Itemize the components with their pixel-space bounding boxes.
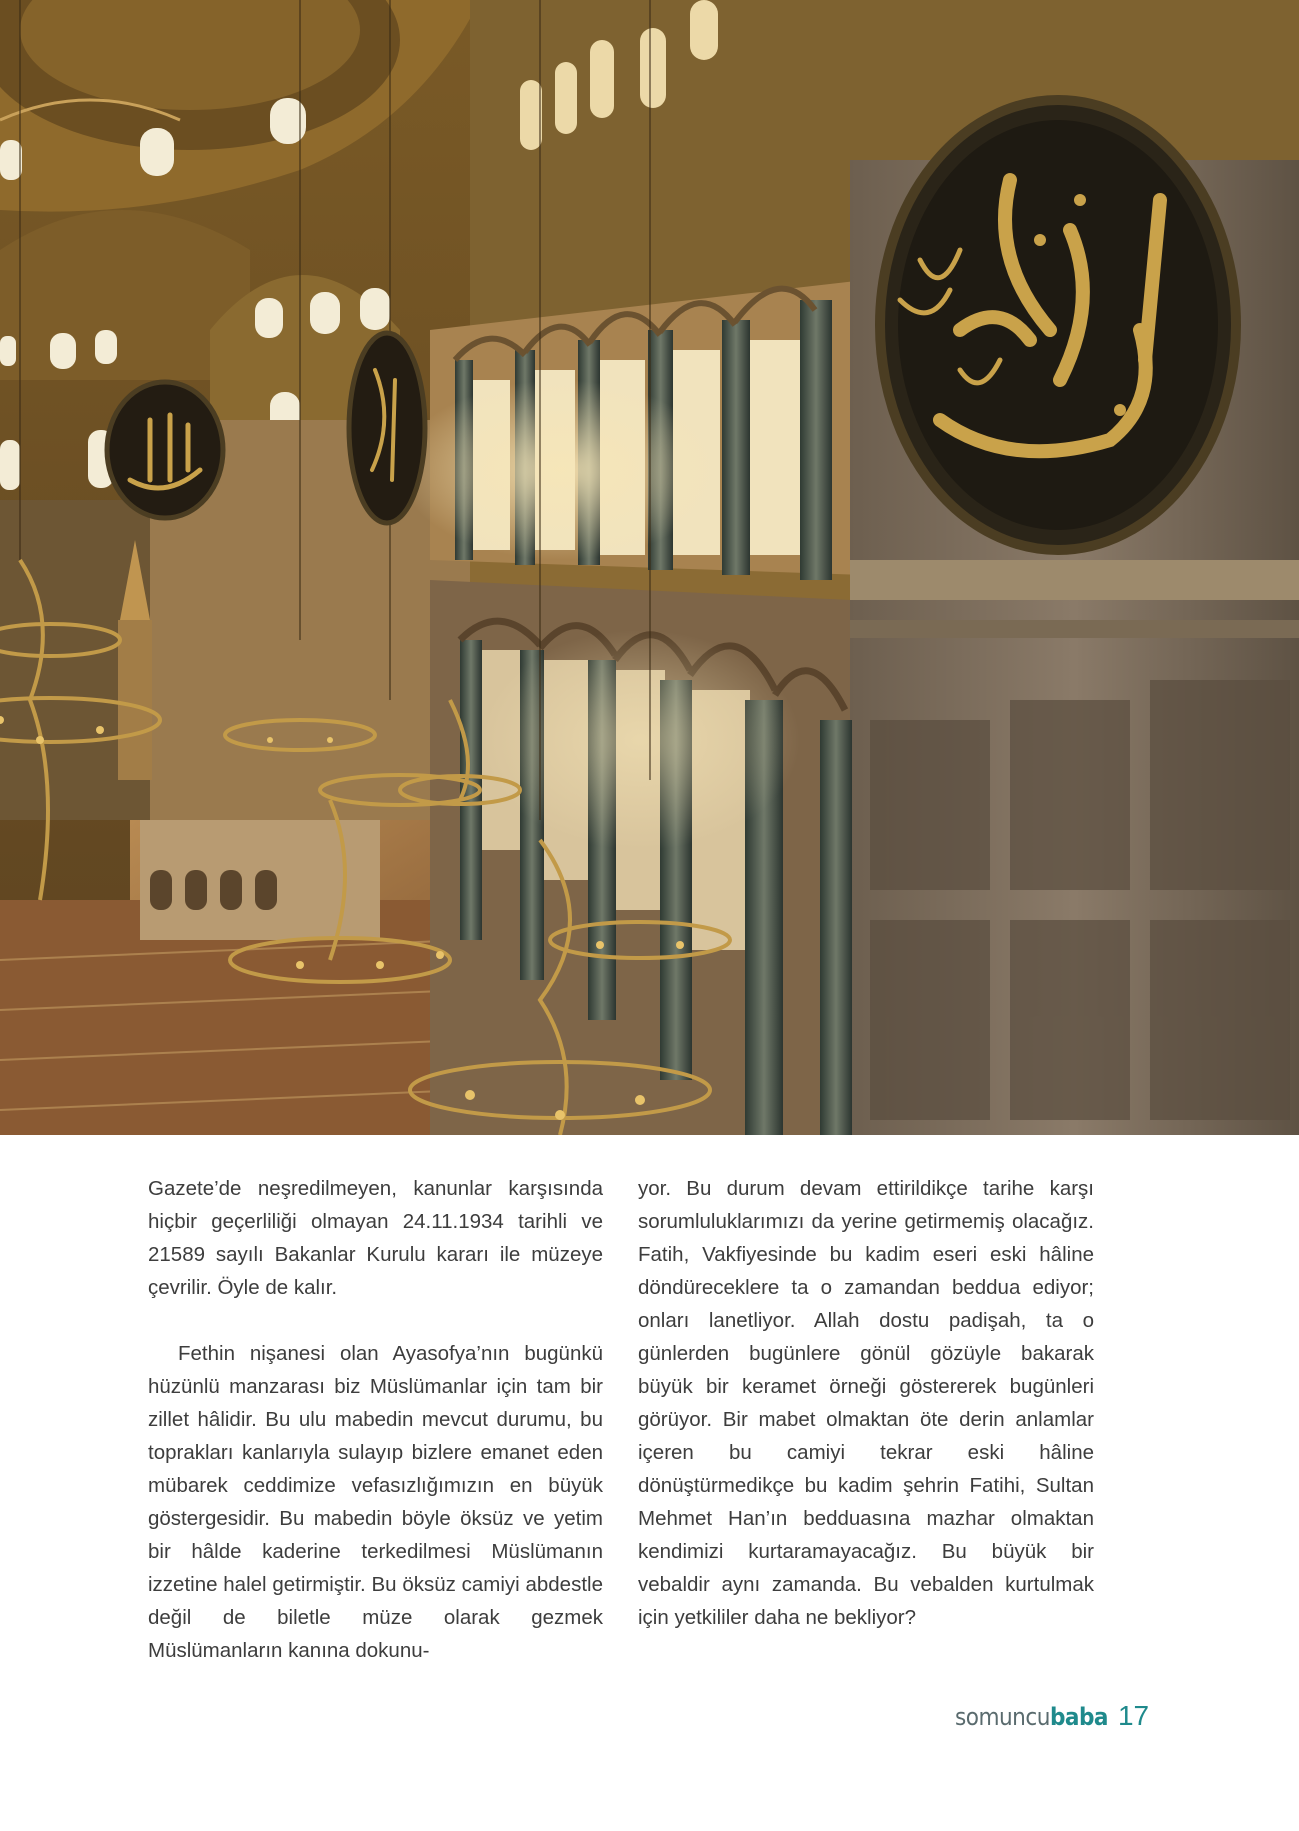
calligraphy-roundel-large bbox=[880, 100, 1236, 550]
paragraph: yor. Bu durum devam ettirildikçe tarihe karşı sorumluluklarımızı da yerine getirmemiş olacağız. Fatih, Vakfiyesinde bu kadim eseri eski hâline döndüreceklere ta o zamandan beddua ediyor; onları lanetliyor. Allah dostu padişah, ta o günlerden bugünlere gönül gözüyle bakarak büyük bir keramet örneği göstererek bugünleri görüyor. Bir mabet olmaktan öte derin anlamlar içeren bu camiyi tekrar eski hâline dönüştürmedikçe bu kadim şehrin Fatihi, Sultan Mehmet Han’ın bedduasına mazhar olmaktan kendimizi kurtaramayacağız. Bu büyük bir vebaldir aynı zamanda. Bu vebalden kurtulmak için yetkililer daha ne bekliyor? bbox=[638, 1177, 1094, 1629]
logo-part-baba: baba bbox=[1049, 1703, 1108, 1731]
paragraph: Gazete’de neşredilmeyen, kanunlar karşısında hiçbir geçerliliği olmayan 24.11.1934 tarihli ve 21589 sayılı Bakanlar Kurulu kararı ile müzeye çevrilir. Öyle de kalır. bbox=[148, 1177, 603, 1299]
logo-part-somuncu: somuncu bbox=[955, 1703, 1050, 1731]
text-column-right bbox=[638, 1172, 1094, 1634]
magazine-logo bbox=[955, 1703, 1108, 1731]
page-number: 17 bbox=[1117, 1700, 1150, 1731]
page-footer bbox=[955, 1700, 1149, 1732]
paragraph: Fethin nişanesi olan Ayasofya’nın bugünkü hüzünlü manzarası biz Müslümanlar için tam bir zillet hâlidir. Bu ulu mabedin mevcut durumu, bu toprakları kanlarıyla sulayıp bizlere emanet eden mübarek ceddimize vefasızlığımızın en büyük göstergesidir. Bu mabedin böyle öksüz ve yetim bir hâlde kaderine terkedilmesi Müslümanın izzetine halel getirmiştir. Bu öksüz camiyi abdestle değil de biletle müze olarak gezmek Müslümanların kanına dokunu- bbox=[148, 1342, 603, 1662]
calligraphy-roundel-small-left bbox=[107, 382, 223, 518]
calligraphy-roundel-small-mid bbox=[349, 333, 425, 523]
text-column-left bbox=[148, 1172, 603, 1667]
